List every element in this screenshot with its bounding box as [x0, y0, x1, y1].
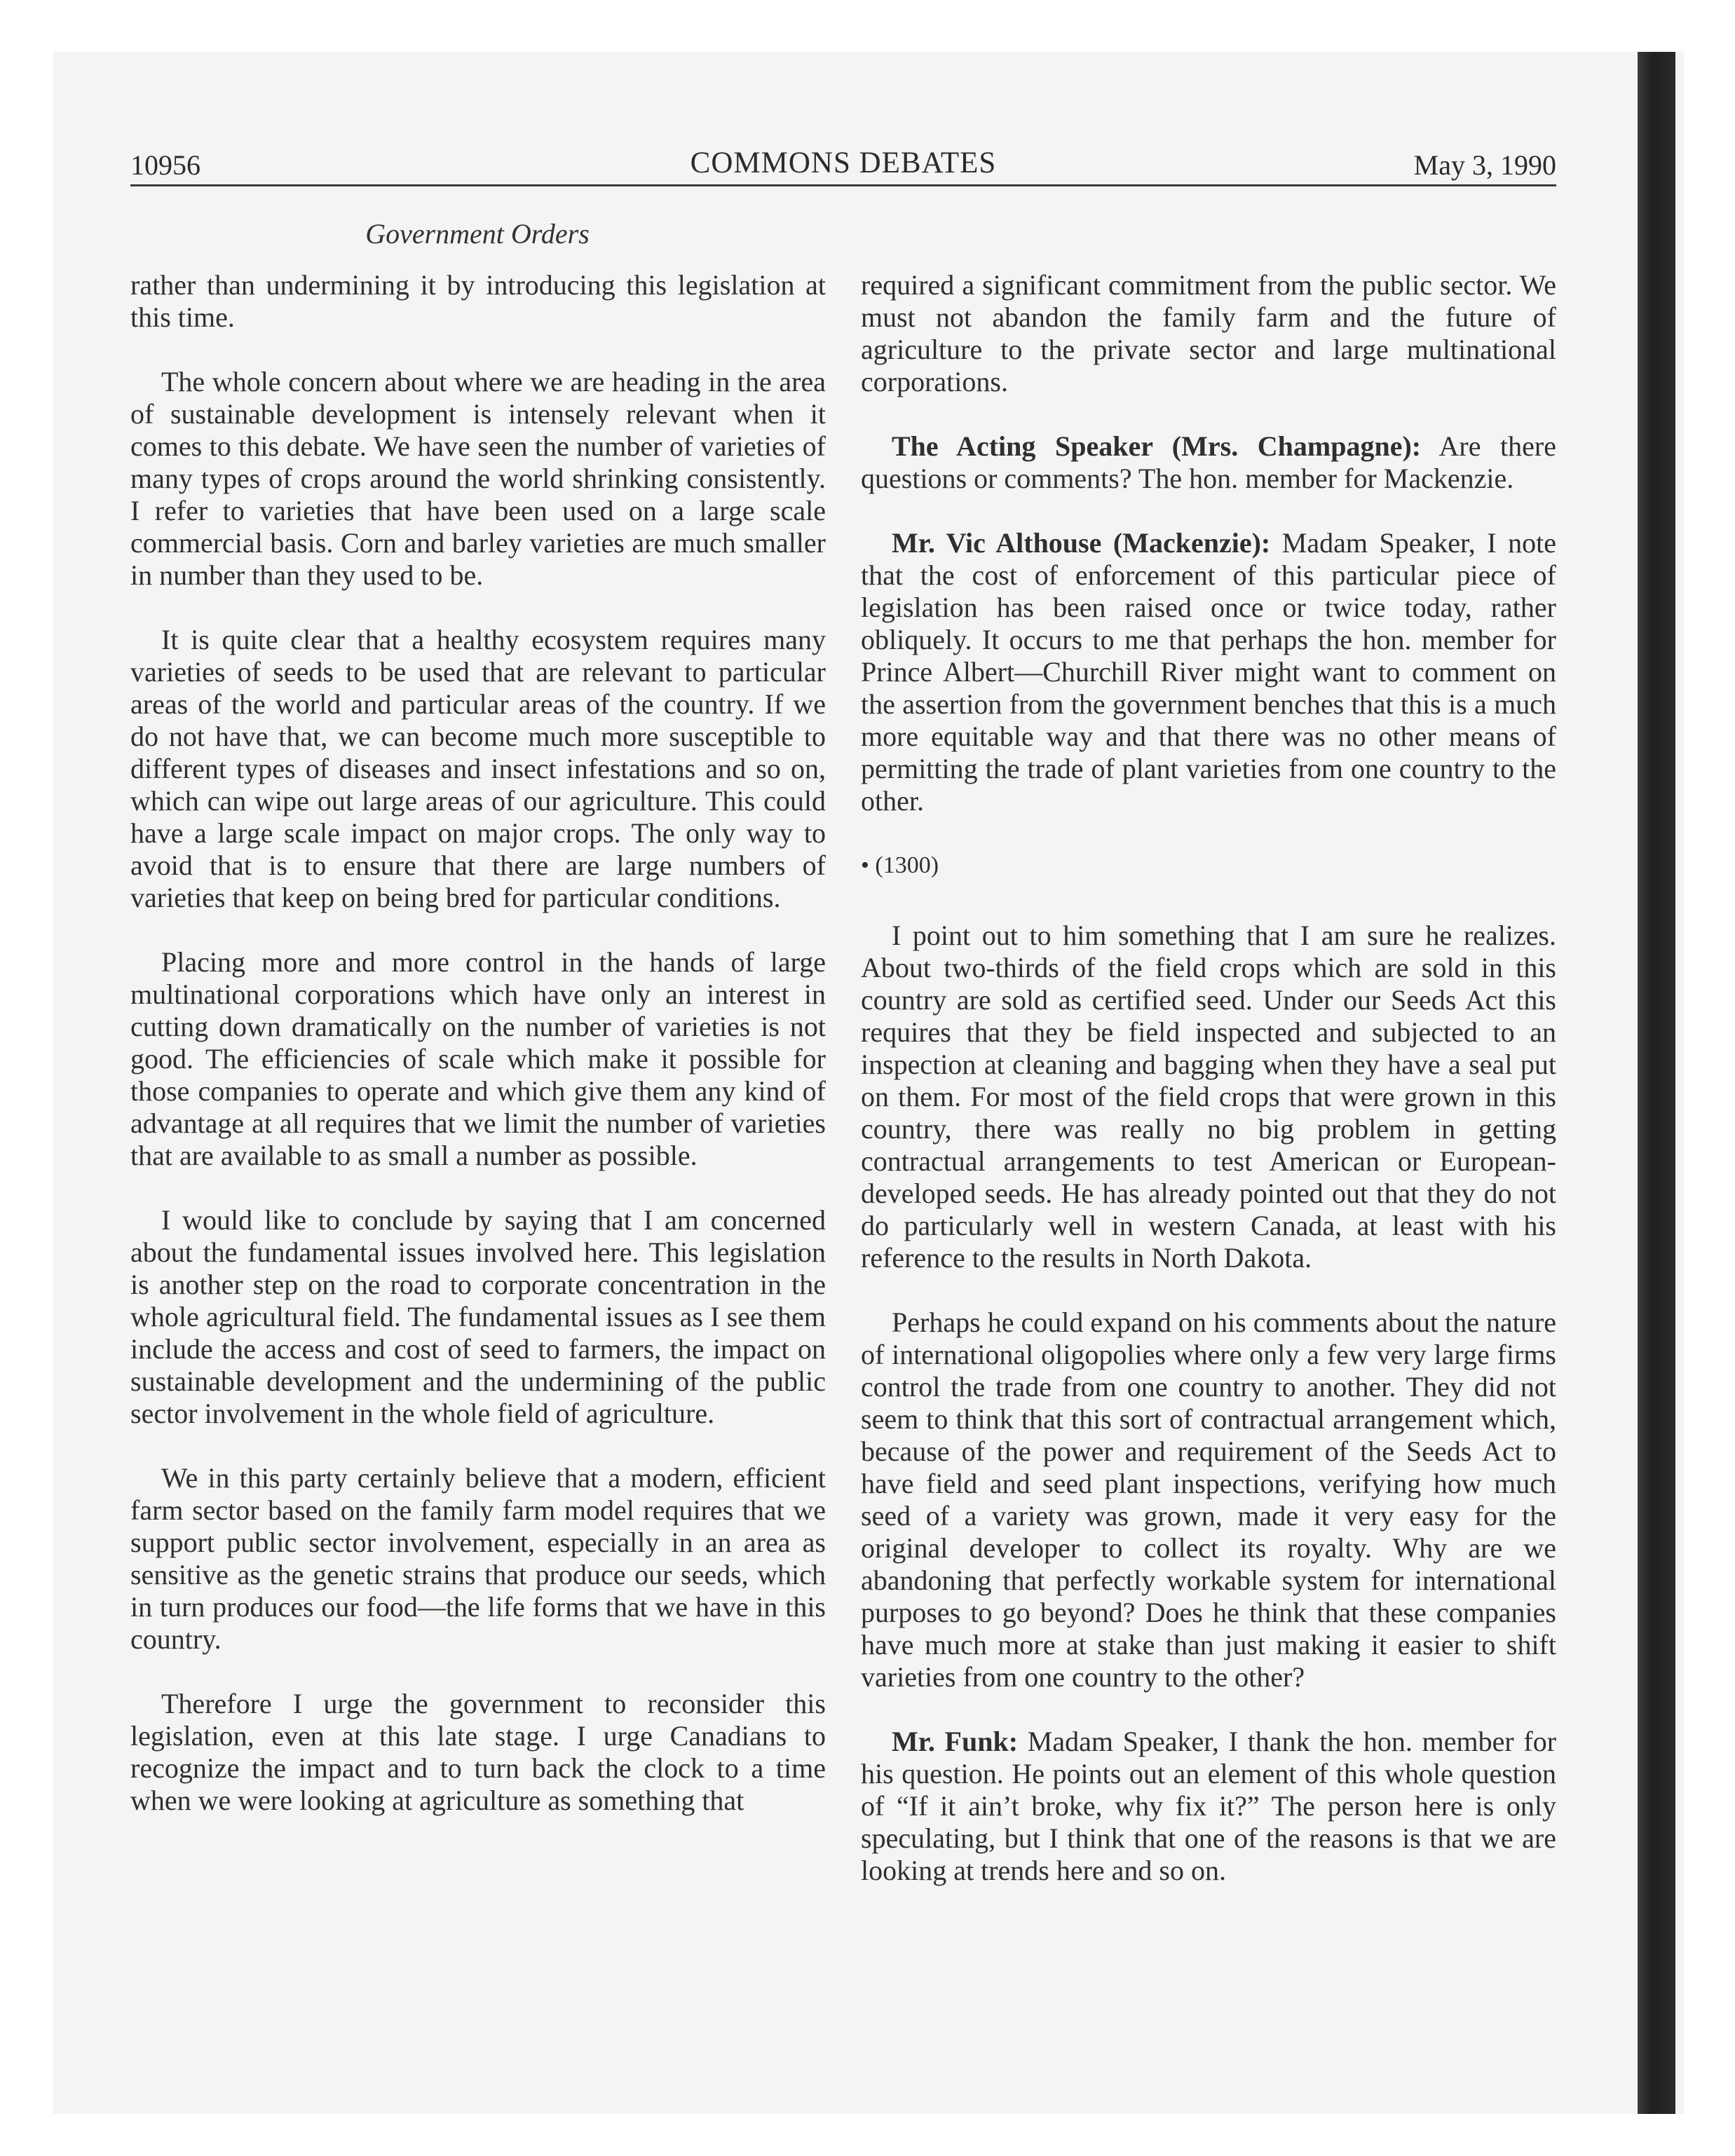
paragraph: It is quite clear that a healthy ecosystem requires many varieties of seeds to be used that are relevant to particular areas of the world and particular areas of the country. If we do not have that, we can become much more susceptible to different types of diseases and insect infestations and so on, which can wipe out large areas of our agriculture. This could have a large scale impact on major crops. The only way to avoid that is to ensure that there are large numbers of varieties that keep on being bred for particular conditions. [130, 624, 826, 913]
speech-althouse [861, 527, 1556, 817]
page-header [130, 140, 1556, 189]
paragraph: Placing more and more control in the hands of large multinational corporations which have only an interest in cutting down dramatically on the number of varieties is not good. The efficiencies of scale which make it possible for those companies to operate and which give them any kind of advantage at all requires that we limit the number of varieties that are available to as small a number as possible. [130, 946, 826, 1171]
speaker-name: Mr. Funk: [892, 1726, 1019, 1757]
left-column [130, 269, 826, 1849]
paragraph: The whole concern about where we are heading in the area of sustainable development is intensely relevant when it comes to this debate. We have seen the number of varieties of many types of crops around the world shrinking consistently. I refer to varieties that have been used on a large scale commercial basis. Corn and barley varieties are much smaller in number than they used to be. [130, 366, 826, 591]
publication-date: May 3, 1990 [1413, 149, 1556, 181]
paragraph: We in this party certainly believe that a modern, efficient farm sector based on the family farm model requires that we support public sector involvement, especially in an area as sensitive as the genetic strains that produce our seeds, which in turn produces our food—the life forms that we have in this country. [130, 1462, 826, 1655]
page-number: 10956 [130, 149, 200, 181]
header-rule [130, 184, 1556, 186]
section-title: Government Orders [365, 218, 590, 250]
speech-funk [861, 1726, 1556, 1887]
right-column [861, 269, 1556, 1919]
paragraph: I would like to conclude by saying that I am concerned about the fundamental issues involved here. This legislation is another step on the road to corporate concentration in the whole agricultural field. The fundamental issues as I see them include the access and cost of seed to farmers, the impact on sustainable development and the undermining of the public sector involvement in the whole field of agriculture. [130, 1204, 826, 1429]
journal-title: COMMONS DEBATES [690, 146, 997, 179]
time-marker: • (1300) [861, 852, 939, 878]
speech-text: Madam Speaker, I note that the cost of enforcement of this particular piece of legislation has been raised once or twice today, rather obliquely. It occurs to me that perhaps the hon. member for Prince Albert—Churchill River might want to comment on the assertion from the government benches that this is a much more equitable way and that there was no other means of permitting the trade of plant varieties from one country to the other. [861, 527, 1556, 817]
speech-text: Madam Speaker, I thank the hon. member for his question. He points out an element of this whole question of “If it ain’t broke, why fix it?” The person here is only speculating, but I think that one of the reasons is that we are looking at trends here and so on. [861, 1726, 1557, 1886]
paragraph: rather than undermining it by introducing this legislation at this time. [130, 269, 826, 333]
speech-acting-speaker [861, 430, 1556, 495]
speaker-name: Mr. Vic Althouse (Mackenzie): [892, 527, 1271, 559]
scan-edge-shadow [1638, 52, 1675, 2114]
speaker-name: The Acting Speaker (Mrs. Champagne): [892, 430, 1422, 462]
paragraph: Perhaps he could expand on his comments about the nature of international oligopolies where only a few very large firms control the trade from one country to another. They did not seem to think that this sort of contractual arrangement which, because of the power and requirement of the Seeds Act to have field and seed plant inspections, verifying how much seed of a variety was grown, made it very easy for the original developer to collect its royalty. Why are we abandoning that perfectly workable system for international purposes to go beyond? Does he think that these companies have much more at stake than just making it easier to shift varieties from one country to the other? [861, 1306, 1556, 1693]
speech-text: Are there questions or comments? The hon. member for Mackenzie. [861, 430, 1556, 494]
paragraph: I point out to him something that I am sure he realizes. About two-thirds of the field crops which are sold in this country are sold as certified seed. Under our Seeds Act this requires that they be field inspected and subjected to an inspection at cleaning and bagging when they have a seal put on them. For most of the field crops that were grown in this country, there was really no big problem in getting contractual arrangements to test American or European-developed seeds. He has already pointed out that they do not do particularly well in western Canada, at least with his reference to the results in North Dakota. [861, 920, 1556, 1274]
paragraph: Therefore I urge the government to reconsider this legislation, even at this late stage. I urge Canadians to recognize the impact and to turn back the clock to a time when we were looking at agriculture as something that [130, 1688, 826, 1816]
paragraph: required a significant commitment from the public sector. We must not abandon the family farm and the future of agriculture to the private sector and large multinational corporations. [861, 269, 1556, 397]
